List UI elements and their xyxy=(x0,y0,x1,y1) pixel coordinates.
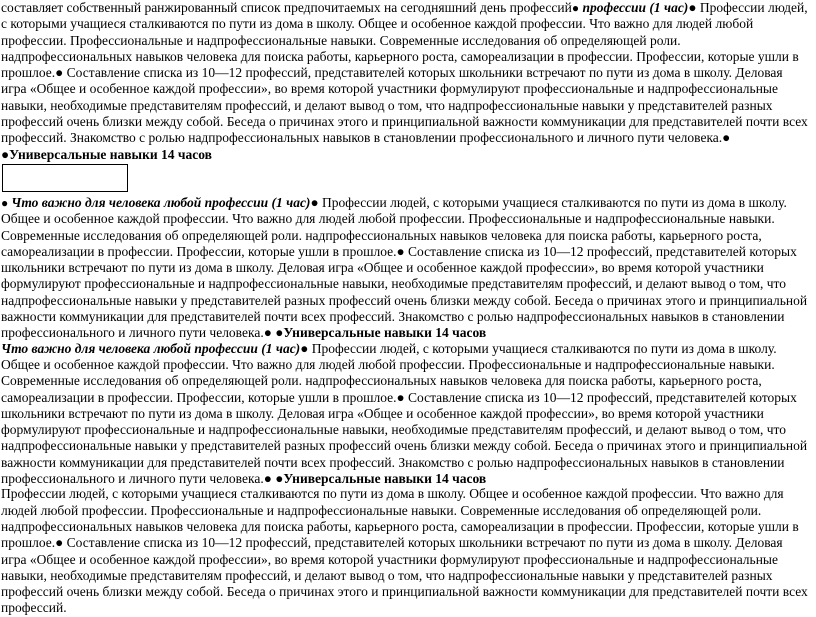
paragraph-4 xyxy=(1,486,810,616)
bullet-icon: ● xyxy=(571,1,580,15)
paragraph-text: ● Профессии людей, с которыми учащиеся сталкиваются по пути из дома в школу. Общее и особенное каждой профессии. Что важно для людей любой профессии. Профессиональные и надпрофессиональные навыки. Современные исследования об определяющей роли. надпрофессиональных навыков человека для поиска работы, карьерного роста, самореализации в профессии. Профессии, которые ушли в прошлое.● Составление списка из 10—12 профессий, представителей которых школьники встречают по пути из дома в школу. Деловая игра «Общее и особенное каждой профессии», во время которой участники формулируют профессиональные и надпрофессиональные навыки, необходимые представителям профессий, и делают вывод о том, что надпрофессиональные навыки у представителей разных профессий очень близки между собой. Беседа о причинах этого и принципиальной важности коммуникации для представителей почти всех профессий. Знакомство с ролью надпрофессиональных навыков в становлении профессионального и личного пути человека.● xyxy=(1,340,808,487)
section-heading: ●Универсальные навыки 14 часов xyxy=(1,146,212,162)
topic-heading: Что важно для человека любой профессии (1 час) xyxy=(11,194,311,210)
section-heading: ●Универсальные навыки 14 часов xyxy=(275,325,487,341)
paragraph-1 xyxy=(1,0,810,163)
section-heading: ●Универсальные навыки 14 часов xyxy=(275,471,487,487)
empty-box xyxy=(2,164,128,192)
topic-heading: Что важно для человека любой профессии (1 час) xyxy=(1,340,301,356)
paragraph-3 xyxy=(1,341,810,488)
paragraph-text: ● Профессии людей, с которыми учащиеся сталкиваются по пути из дома в школу. Общее и особенное каждой профессии. Что важно для людей любой профессии. Профессиональные и надпрофессиональные навыки. Современные исследования об определяющей роли. надпрофессиональных навыков человека для поиска работы, карьерного роста, самореализации в профессии. Профессии, которые ушли в прошлое.● Составление списка из 10—12 профессий, представителей которых школьники встречают по пути из дома в школу. Деловая игра «Общее и особенное каждой профессии», во время которой участники формулируют профессиональные и надпрофессиональные навыки, необходимые представителям профессий, и делают вывод о том, что надпрофессиональные навыки у представителей разных профессий очень близки между собой. Беседа о причинах этого и принципиальной важности коммуникации для представителей почти всех профессий. Знакомство с ролью надпрофессиональных навыков в становлении профессионального и личного пути человека.● xyxy=(1,0,808,146)
paragraph-text: Профессии людей, с которыми учащиеся сталкиваются по пути из дома в школу. Общее и особенное каждой профессии. Что важно для людей любой профессии. Профессиональные и надпрофессиональные навыки. Современные исследования об определяющей роли. надпрофессиональных навыков человека для поиска работы, карьерного роста, самореализации в профессии. Профессии, которые ушли в прошлое.● Составление списка из 10—12 профессий, представителей которых школьники встречают по пути из дома в школу. Деловая игра «Общее и особенное каждой профессии», во время которой участники формулируют профессиональные и надпрофессиональные навыки, необходимые представителям профессий, и делают вывод о том, что надпрофессиональные навыки у представителей разных профессий очень близки между собой. Беседа о причинах этого и принципиальной важности коммуникации для представителей почти всех профессий. xyxy=(1,486,808,616)
paragraph-2 xyxy=(1,195,810,342)
paragraph-text: ● Профессии людей, с которыми учащиеся сталкиваются по пути из дома в школу. Общее и особенное каждой профессии. Что важно для людей любой профессии. Профессиональные и надпрофессиональные навыки. Современные исследования об определяющей роли. надпрофессиональных навыков человека для поиска работы, карьерного роста, самореализации в профессии. Профессии, которые ушли в прошлое.● Составление списка из 10—12 профессий, представителей которых школьники встречают по пути из дома в школу. Деловая игра «Общее и особенное каждой профессии», во время которой участники формулируют профессиональные и надпрофессиональные навыки, необходимые представителям профессий, и делают вывод о том, что надпрофессиональные навыки у представителей разных профессий очень близки между собой. Беседа о причинах этого и принципиальной важности коммуникации для представителей почти всех профессий. Знакомство с ролью надпрофессиональных навыков в становлении профессионального и личного пути человека.● xyxy=(1,194,808,341)
lead-text: составляет собственный ранжированный список предпочитаемых на сегодняшний день профессий xyxy=(1,0,572,15)
bullet-icon: ● xyxy=(1,195,12,210)
topic-heading: профессии (1 час) xyxy=(582,0,689,15)
